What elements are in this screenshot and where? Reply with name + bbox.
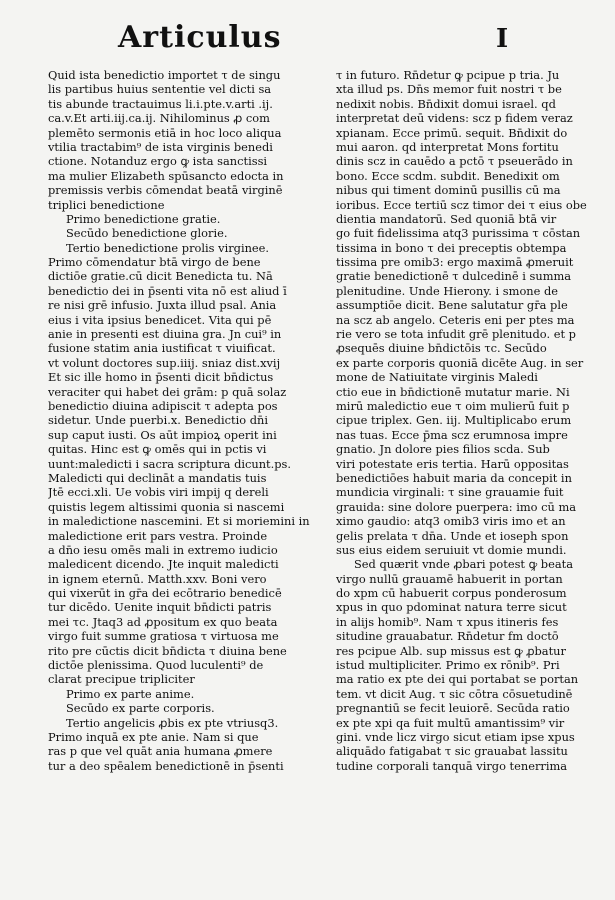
text-line: dientia mandatorū. Sed quoniā btā vir [336,211,557,226]
text-line: Et sic ille homo in p̄senti dicit bn̄dictus [48,370,274,385]
text-line: sidetur. Unde puerbi.x. Benedictio dn̄i [48,413,268,428]
text-line: sus eius eidem seruiuit vt domie mundi. [336,542,567,557]
text-line: uunt:maledicti i sacra scriptura dicunt.ps. [48,456,292,471]
text-line: in alijs homib⁹. Nam τ xpus itineris fes [336,614,559,629]
text-line: ex pte xpi qa fuit multū amantissim⁹ vir [336,715,565,730]
text-line: tur a deo spēalem benedictionē in p̄senti [48,758,284,773]
text-line: Maledicti qui declināt a mandatis tuis [48,470,267,485]
text-line: ꝓsequēs diuine bn̄dictōis τc. Secūdo [336,341,547,356]
text-line: xpus in quo pdominat natura terre sicut [336,600,567,615]
text-line: veraciter qui habet dei grām: p quā solaz [48,384,287,399]
text-line: Jtē ecci.xli. Ue vobis viri impij q dereli [48,485,269,500]
text-line: tissima in bono τ dei preceptis obtempa [336,240,567,255]
text-line: Tertio angelicis ꝓbis ex pte vtriusq3. [66,715,279,730]
text-line: tissima pre omib3: ergo maximā ꝓmeruit [336,255,574,270]
text-line: maledictione erit pars vestra. Proinde [48,528,268,543]
text-line: ctio eue in bn̄dictionē mutatur marie. Ni [336,384,570,399]
right-text-column [336,68,608,773]
folio-number: I [496,24,509,54]
text-line: dictiōe gratie.cū dicit Benedicta tu. Nā [48,269,273,284]
text-line: tis abunde tractauimus li.i.pte.v.arti .ij. [48,96,273,111]
text-line: gratie benedictionē τ dulcedinē i summa [336,269,572,284]
text-line: mundicia virginali: τ sine grauamie fuit [336,485,564,500]
text-line: ca.v.Et arti.iij.ca.ij. Nihilominus ꝓ com [48,111,270,126]
text-line: Sed quærit vnde ꝓbari potest ꝙ beata [354,557,573,572]
text-line: do xpm cū habuerit corpus ponderosum [336,586,567,601]
text-line: Tertio benedictione prolis virginee. [66,240,270,255]
text-line: mone de Natiuitate virginis Maledi [336,370,538,385]
text-line: Primo inquā ex pte anie. Nam si que [48,729,259,744]
text-line: interpretat deū videns: scz p fidem veraz [336,111,573,126]
text-line: dictōe plenissima. Quod luculenti⁹ de [48,658,264,673]
text-line: premissis verbis cōmendat beatā virginē [48,183,283,198]
text-line: dinis scz in cauēdo a pctō τ pseuerādo in [336,154,573,169]
text-line: nibus qui timent dominū pusillis cū ma [336,183,561,198]
text-line: triplici benedictione [48,197,165,212]
text-line: cipue triplex. Gen. iij. Multiplicabo erum [336,413,572,428]
text-line: gelis prelata τ dn̄a. Unde et ioseph spon [336,528,569,543]
text-line: ximo gaudio: atq3 omib3 viris imo et an [336,514,566,529]
text-line: rie vero se tota infudit grē plenitudo. et p [336,327,576,342]
text-line: gini. vnde licz virgo sicut etiam ipse xpus [336,729,575,744]
text-line: in ignem eternū. Matth.xxv. Boni vero [48,571,267,586]
text-line: ma mulier Elizabeth spūsancto edocta in [48,168,284,183]
text-line: anie in presenti est diuina gra. Jn cui⁹ in [48,327,282,342]
text-line: τ in futuro. Rn̄detur ꝙ pcipue p tria. Ju [336,68,560,82]
text-line: tudine corporali tanquā virgo tenerrima [336,758,568,773]
text-line: mui aaron. qd interpretat Mons fortitu [336,139,559,154]
text-line: Quid ista benedictio importet τ de singu [48,68,281,82]
text-line: Primo cōmendatur btā virgo de bene [48,255,261,270]
text-line: ioribus. Ecce tertiū scz timor dei τ eius obe [336,197,587,212]
text-line: quistis legem altissimi quonia si nascemi [48,499,285,514]
text-line: maledicent dicendo. Jte inquit maledicti [48,557,279,572]
text-line: tem. vt dicit Aug. τ sic cōtra cōsuetudinē [336,686,573,701]
text-line: virgo nullū grauamē habuerit in portan [336,571,563,586]
text-line: grauida: sine dolore puerpera: imo cū ma [336,499,577,514]
text-line: tur dicēdo. Uenite inquit bn̄dicti patris [48,600,272,615]
text-line: bono. Ecce scdm. subdit. Benedixit om [336,168,560,183]
text-line: Primo benedictione gratie. [66,211,221,226]
text-line: ctione. Notanduz ergo ꝙ ista sanctissi [48,154,268,169]
text-line: re nisi grē infusio. Juxta illud psal. Ania [48,298,277,313]
text-line: mei τc. Jtaq3 ad ꝓpositum ex quo beata [48,614,278,629]
text-line: ex parte corporis quoniā dicēte Aug. in ser [336,355,584,370]
text-line: pregnantiū se fecit leuiorē. Secūda ratio [336,701,570,716]
text-line: rito pre cūctis dicit bn̄dicta τ diuina bene [48,643,287,658]
text-line: plenitudine. Unde Hierony. i smone de [336,283,559,298]
text-line: benedictio diuina adipiscit τ adepta pos [48,398,278,413]
text-line: assumptiōe dicit. Bene salutatur gr̄a ple [336,298,568,313]
text-line: istud multipliciter. Primo ex rōnib⁹. Pri [336,658,560,673]
text-line: situdine grauabatur. Rn̄detur fm doctō [336,629,559,644]
text-line: vtilia tractabim⁹ de ista virginis benedi [48,139,273,154]
text-line: plemēto sermonis etiā in hoc loco aliqua [48,125,282,140]
text-line: lis partibus huius sententie vel dicti sa [48,82,272,97]
text-line: mirū maledictio eue τ oim mulierū fuit p [336,398,570,413]
text-line: in maledictione nascemini. Et si moriemini in [48,514,310,529]
text-line: viri potestate eris tertia. Harū oppositas [336,456,569,471]
text-line: sup caput iusti. Os aūt impioꝝ operit ini [48,427,277,442]
text-line: qui vixerūt in gr̄a dei ecōtrario benedicē [48,586,282,601]
text-line: aliquādo fatigabat τ sic grauabat lassitu [336,744,568,759]
text-line: ras p que vel quāt ania humana ꝓmere [48,744,273,759]
text-line: virgo fuit summe gratiosa τ virtuosa me [48,629,279,644]
text-line: gnatio. Jn dolore pies filios scda. Sub [336,442,550,457]
text-line: a dn̄o iesu omēs mali in extremo iudicio [48,542,278,557]
text-line: go fuit fidelissima atq3 purissima τ cōstan [336,226,581,241]
text-line: benedictiōes habuit maria da concepit in [336,470,572,485]
text-line: res pcipue Alb. sup missus est ꝙ ꝓbatur [336,643,566,658]
text-line: Secūdo ex parte corporis. [66,701,215,716]
text-line: ma ratio ex pte dei qui portabat se portan [336,672,579,687]
text-line: Primo ex parte anime. [66,686,195,701]
left-text-column [48,68,320,773]
text-line: quitas. Hinc est ꝙ omēs qui in pctis vi [48,442,267,457]
text-line: fusione statim ania iustificat τ viuificat. [48,341,276,356]
text-line: xpianam. Ecce primū. sequit. Bn̄dixit do [336,125,568,140]
text-line: nedixit nobis. Bn̄dixit domui israel. qd [336,96,556,111]
text-line: nas tuas. Ecce p̄ma scz erumnosa impre [336,427,568,442]
text-line: xta illud ps. Dn̄s memor fuit nostri τ be [336,82,562,97]
text-line: Secūdo benedictione glorie. [66,226,228,241]
text-line: clarat precipue tripliciter [48,672,195,687]
running-head: Articulus [118,20,282,55]
text-line: eius i vita ipsius benedicet. Vita qui pē [48,312,272,327]
text-line: na scz ab angelo. Ceteris eni per ptes ma [336,312,575,327]
text-line: vt volunt doctores sup.iiij. sniaz dist.xvij [48,355,281,370]
page-header [0,20,615,68]
text-line: benedictio dei in p̄senti vita nō est aliud ī [48,283,287,298]
